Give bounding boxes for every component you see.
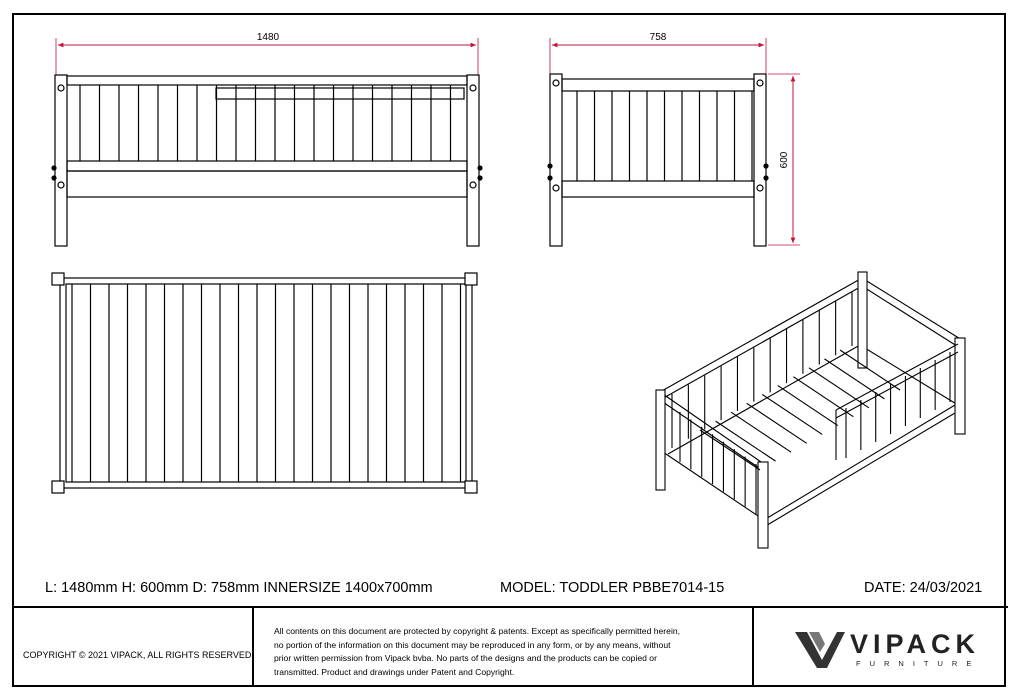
size-spec: L: 1480mm H: 600mm D: 758mm INNERSIZE 1400x700mm	[45, 580, 433, 596]
legal-line: All contents on this document are protected by copyright & patents. Except as specifically permitted herein,	[274, 626, 681, 636]
footer-divider	[12, 606, 1008, 608]
spec-row	[14, 574, 1004, 604]
brand-name: VIPACK	[850, 629, 981, 659]
copyright-text: COPYRIGHT © 2021 VIPACK, ALL RIGHTS RESERVED	[23, 650, 252, 660]
footer-separator-right	[752, 607, 754, 687]
date-spec: DATE: 24/03/2021	[864, 580, 983, 596]
legal-line: transmitted. Product and drawings under Patent and Copyright.	[274, 666, 515, 677]
side-width-label: 758	[649, 32, 667, 43]
model-spec: MODEL: TODDLER PBBE7014-15	[500, 580, 725, 596]
side-view	[548, 38, 800, 246]
top-view	[52, 273, 477, 493]
footer-separator-left	[252, 607, 254, 687]
legal-line: prior written permission from Vipack bvba. No parts of the designs and the products can be copied or	[274, 653, 657, 663]
front-width-label: 1480	[256, 32, 280, 43]
isometric-view	[656, 272, 965, 548]
legal-line: no portion of the information on this document may be reproduced in any form, or by any means, without	[274, 639, 671, 650]
legal-notice	[274, 625, 734, 679]
side-height-label: 600	[779, 151, 790, 169]
vipack-logo-icon	[795, 632, 845, 668]
brand-subtitle: FURNITURE	[856, 659, 981, 668]
front-view	[52, 38, 482, 246]
